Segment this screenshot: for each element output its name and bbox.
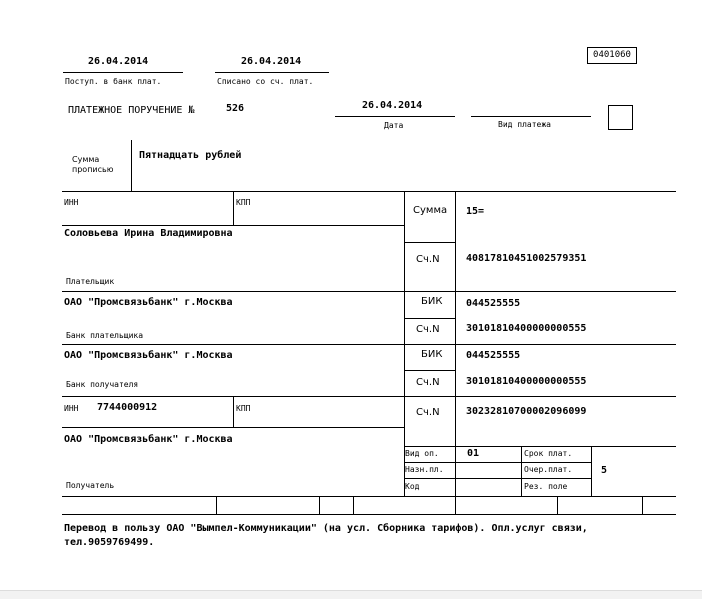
- payer-corr-account: 30101810400000000555: [466, 323, 587, 334]
- payer-inn-label: ИНН: [64, 198, 79, 207]
- sum-words-label: [72, 155, 113, 175]
- sum-words-label-2: прописью: [72, 165, 114, 174]
- line-payer-bank-bottom: [62, 344, 676, 345]
- line-bottom-cells: [62, 514, 676, 515]
- payer-label: Плательщик: [66, 277, 115, 286]
- priority-label: Очер.плат.: [524, 465, 573, 474]
- payment-type-line: [471, 116, 591, 117]
- debited-date-line: [215, 72, 329, 73]
- vline-bottom-1: [216, 496, 217, 514]
- line-inn-kpp-bottom: [62, 225, 404, 226]
- recipient-kpp-label: КПП: [236, 404, 251, 413]
- purpose-line-1: Перевод в пользу ОАО "Вымпел-Коммуникации" (на усл. Сборника тарифов). Опл.услуг связи,: [64, 523, 588, 534]
- checkbox-square: [608, 105, 633, 130]
- recipient-bank: ОАО "Промсвязьбанк" г.Москва: [64, 350, 233, 361]
- vline-term-right: [591, 446, 592, 496]
- line-sum-bottom: [404, 242, 455, 243]
- vline-kpp: [233, 191, 234, 225]
- sum-words-divider: [131, 140, 132, 191]
- vline-kpp2: [233, 396, 234, 427]
- recipient-bik: 044525555: [466, 350, 521, 361]
- grid-line-top: [62, 191, 676, 192]
- payer-bank: ОАО "Промсвязьбанк" г.Москва: [64, 297, 233, 308]
- line-inn2-bottom: [62, 427, 404, 428]
- date-label: Дата: [384, 121, 404, 130]
- line-opcodes-1: [404, 462, 592, 463]
- sum-value: 15=: [466, 206, 485, 217]
- payer-corr-account-label: Сч.N: [416, 324, 440, 335]
- recipient-inn: 7744000912: [97, 402, 158, 413]
- op-type-label: Вид оп.: [405, 449, 439, 458]
- term-label: Срок плат.: [524, 449, 573, 458]
- recipient-account: 30232810700002096099: [466, 406, 587, 417]
- code-label: Код: [405, 482, 420, 491]
- line-payer-bottom: [62, 291, 676, 292]
- payer-account: 40817810451002579351: [466, 253, 587, 264]
- payer-kpp-label: КПП: [236, 198, 251, 207]
- recipient-inn-label: ИНН: [64, 404, 79, 413]
- order-number: 526: [226, 103, 245, 114]
- recipient-bank-label: Банк получателя: [66, 380, 139, 389]
- payer-name: Соловьева Ирина Владимировна: [64, 228, 233, 239]
- recipient-corr-account-label: Сч.N: [416, 377, 440, 388]
- recipient-bik-label: БИК: [421, 349, 443, 360]
- purpose-code-label: Назн.пл.: [405, 465, 444, 474]
- payer-bik: 044525555: [466, 298, 521, 309]
- sum-label: Сумма: [413, 205, 448, 216]
- payer-bik-label: БИК: [421, 296, 443, 307]
- received-label: Поступ. в банк плат.: [65, 77, 162, 86]
- debited-date: 26.04.2014: [241, 56, 302, 67]
- line-grid-bottom: [62, 496, 676, 497]
- form-code-box: [587, 47, 637, 64]
- vline-bottom-4: [455, 496, 456, 514]
- order-title: ПЛАТЕЖНОЕ ПОРУЧЕНИЕ №: [68, 105, 195, 116]
- op-type: 01: [467, 448, 480, 459]
- payer-account-label: Сч.N: [416, 254, 440, 265]
- line-bik-bottom: [404, 318, 455, 319]
- order-date-line: [335, 116, 455, 117]
- line-account3-bottom: [404, 446, 676, 447]
- line-bik2-bottom: [404, 370, 455, 371]
- received-date-line: [63, 72, 183, 73]
- vline-bottom-6: [642, 496, 643, 514]
- order-date: 26.04.2014: [362, 100, 423, 111]
- vline-bottom-3: [353, 496, 354, 514]
- reserve-label: Рез. поле: [524, 482, 568, 491]
- vline-bottom-2: [319, 496, 320, 514]
- debited-label: Списано со сч. плат.: [217, 77, 314, 86]
- purpose-text: [64, 522, 676, 550]
- vline-term: [521, 446, 522, 496]
- payment-type-label: Вид платежа: [498, 120, 551, 129]
- recipient-label: Получатель: [66, 481, 115, 490]
- priority: 5: [601, 465, 608, 476]
- vline-sum-right: [455, 191, 456, 496]
- received-date: 26.04.2014: [88, 56, 149, 67]
- sum-words-label-1: Сумма: [72, 155, 100, 164]
- form-code: 0401060: [593, 50, 631, 60]
- recipient-account-label: Сч.N: [416, 407, 440, 418]
- line-opcodes-2: [404, 478, 592, 479]
- vline-bottom-5: [557, 496, 558, 514]
- recipient-corr-account: 30101810400000000555: [466, 376, 587, 387]
- line-recipient-bank-bottom: [62, 396, 676, 397]
- purpose-line-2: тел.9059769499.: [64, 537, 155, 548]
- recipient-name: ОАО "Промсвязьбанк" г.Москва: [64, 434, 233, 445]
- payer-bank-label: Банк плательщика: [66, 331, 144, 340]
- sum-words: Пятнадцать рублей: [139, 150, 242, 161]
